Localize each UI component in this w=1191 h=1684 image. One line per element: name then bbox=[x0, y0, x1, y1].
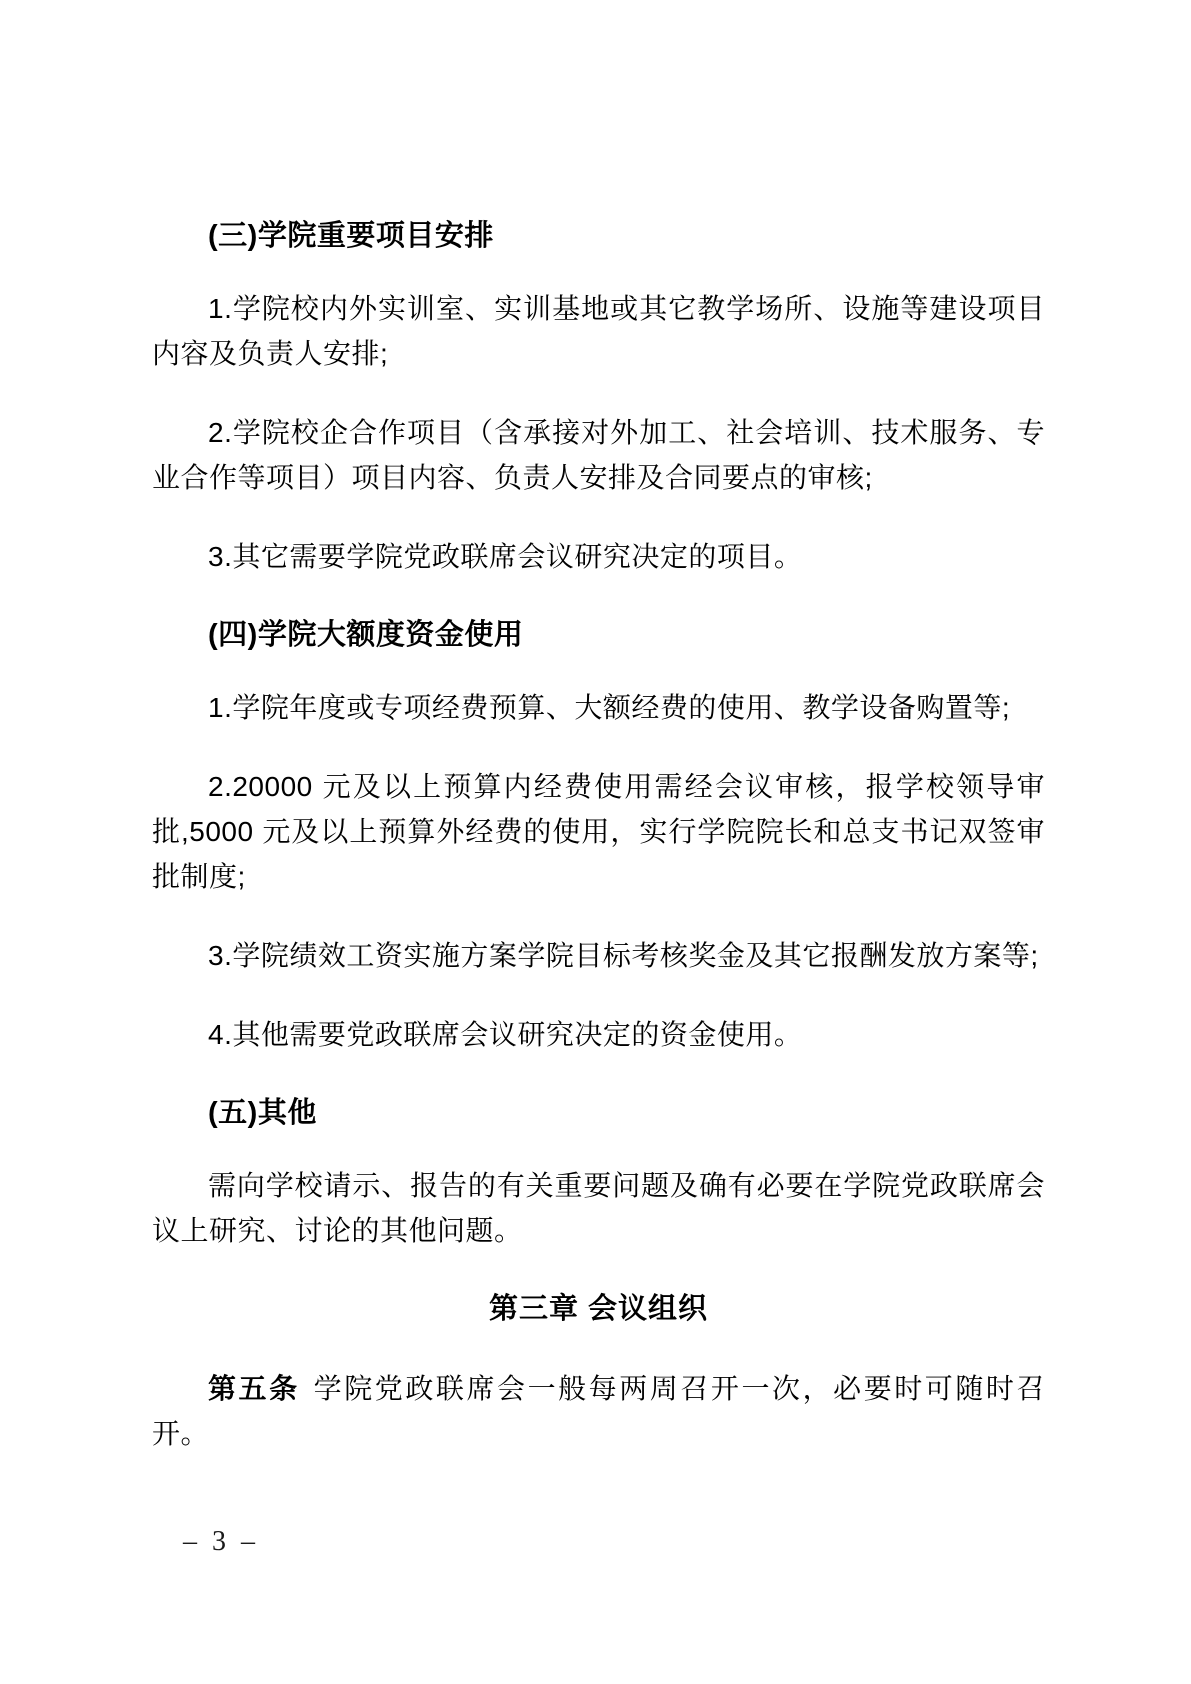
paragraph-funds-2: 2.20000 元及以上预算内经费使用需经会议审核，报学校领导审批,5000 元及以上预算外经费的使用，实行学院院长和总支书记双签审批制度; bbox=[152, 771, 1045, 892]
paragraph-item-2: 2.学院校企合作项目（含承接对外加工、社会培训、技术服务、专业合作等项目）项目内容、负责人安排及合同要点的审核; bbox=[152, 417, 1045, 493]
paragraph-other: 需向学校请示、报告的有关重要问题及确有必要在学院党政联席会议上研究、讨论的其他问题。 bbox=[152, 1170, 1045, 1246]
paragraph-item-1: 1.学院校内外实训室、实训基地或其它教学场所、设施等建设项目内容及负责人安排; bbox=[152, 293, 1045, 369]
paragraph-funds-1: 1.学院年度或专项经费预算、大额经费的使用、教学设备购置等; bbox=[208, 692, 1011, 723]
page-number: – 3 – bbox=[183, 1526, 259, 1557]
document-content bbox=[152, 0, 1045, 1490]
section-heading-5: (五)其他 bbox=[208, 1097, 317, 1129]
paragraph-item-3: 3.其它需要学院党政联席会议研究决定的项目。 bbox=[208, 541, 803, 572]
paragraph-funds-3: 3.学院绩效工资实施方案学院目标考核奖金及其它报酬发放方案等; bbox=[208, 940, 1039, 971]
section-heading-4: (四)学院大额度资金使用 bbox=[208, 619, 524, 651]
section-heading-3: (三)学院重要项目安排 bbox=[208, 220, 494, 252]
article-number-label: 第五条 bbox=[208, 1373, 300, 1404]
article-text: 学院党政联席会一般每两周召开一次，必要时可随时召开。 bbox=[152, 1373, 1045, 1449]
article-paragraph bbox=[152, 1366, 1045, 1456]
chapter-heading: 第三章 会议组织 bbox=[488, 1293, 709, 1325]
paragraph-funds-4: 4.其他需要党政联席会议研究决定的资金使用。 bbox=[208, 1019, 803, 1050]
